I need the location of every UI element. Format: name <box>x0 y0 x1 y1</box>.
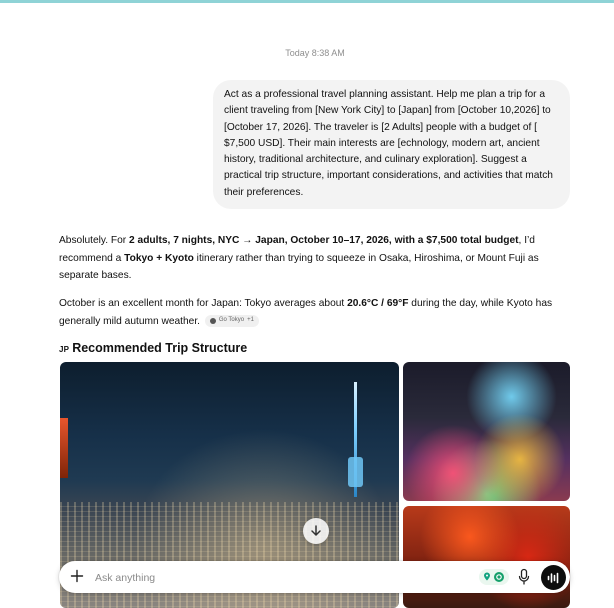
arrow-down-icon <box>310 525 322 537</box>
response-paragraph-1: Absolutely. For 2 adults, 7 nights, NYC → Japan, October 10–17, 2026, with a $7,500 total budget, I’d recommend a Tokyo + Kyoto itinerary rather than trying to squeeze in Osaka, Hiroshima, or Mount Fuji as separate bases. <box>59 235 539 281</box>
ask-anything-input[interactable] <box>93 567 457 589</box>
response-paragraph-2: October is an excellent month for Japan: Tokyo averages about 20.6°C / 69°F during the day, while Kyoto has generally mild autumn weather. Go Tokyo +1 <box>59 298 553 327</box>
message-timestamp: Today 8:38 AM <box>285 48 345 58</box>
citation-chip[interactable]: Go Tokyo +1 <box>205 315 259 327</box>
top-accent-line <box>0 0 614 3</box>
mic-icon[interactable] <box>517 568 531 586</box>
voice-mode-icon <box>547 572 560 584</box>
skytree-deck <box>348 457 363 487</box>
japan-flag-icon: JP <box>59 345 70 354</box>
section-heading: JP Recommended Trip Structure <box>59 341 248 355</box>
extension-button[interactable] <box>479 569 509 585</box>
voice-mode-button[interactable] <box>541 565 566 590</box>
scroll-to-bottom-button[interactable] <box>303 518 329 544</box>
extension-icon <box>482 571 506 583</box>
user-message-bubble: Act as a professional travel planning assistant. Help me plan a trip for a client traveling from [New York City] to [Japan] from [October 10,2026] to [October 17, 2026]. The traveler is [2 Adults] people with a budget of [ $7,500 USD]. Their main interests are [echnology, modern art, ancient history, traditional architecture, and culinary exploration]. Suggest a practical trip structure, important considerations, and activities that match their preferences. <box>213 80 570 209</box>
message-composer <box>59 561 570 593</box>
source-icon <box>210 318 216 324</box>
tokyo-tower <box>60 418 68 478</box>
digital-art-museum-image[interactable] <box>403 362 570 501</box>
plus-icon[interactable] <box>69 568 85 584</box>
